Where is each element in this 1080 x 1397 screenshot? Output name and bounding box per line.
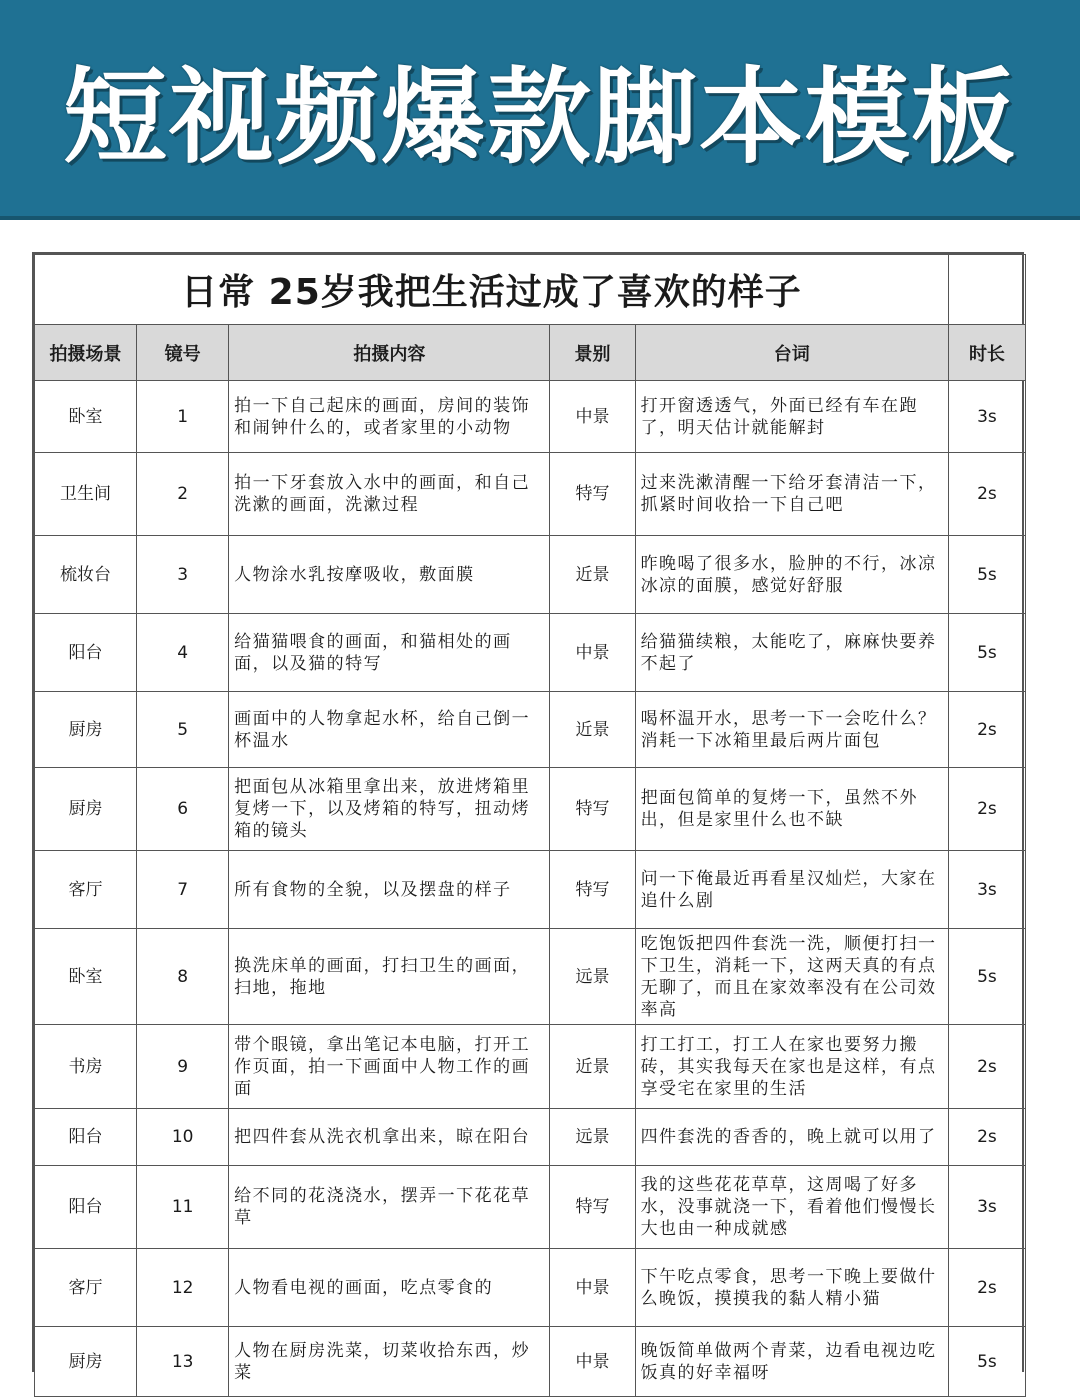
cell-scene: 厨房 bbox=[35, 692, 137, 768]
cell-shot-size: 特写 bbox=[550, 768, 635, 851]
cell-duration: 2s bbox=[948, 1249, 1025, 1327]
cell-shot-size: 中景 bbox=[550, 1249, 635, 1327]
cell-shot-number: 11 bbox=[137, 1166, 229, 1249]
cell-duration: 5s bbox=[948, 536, 1025, 614]
sheet-title-row bbox=[35, 255, 1026, 325]
cell-scene: 客厅 bbox=[35, 851, 137, 929]
cell-shot-number: 4 bbox=[137, 614, 229, 692]
header-lines: 台词 bbox=[635, 325, 948, 381]
cell-content: 画面中的人物拿起水杯，给自己倒一杯温水 bbox=[229, 692, 550, 768]
script-table bbox=[34, 254, 1026, 1397]
header-content: 拍摄内容 bbox=[229, 325, 550, 381]
cell-lines: 打开窗透透气，外面已经有车在跑了，明天估计就能解封 bbox=[635, 381, 948, 453]
cell-content: 把四件套从洗衣机拿出来，晾在阳台 bbox=[229, 1109, 550, 1166]
cell-shot-number: 13 bbox=[137, 1327, 229, 1397]
header-row bbox=[35, 325, 1026, 381]
cell-shot-number: 2 bbox=[137, 453, 229, 536]
cell-content: 人物看电视的画面，吃点零食的 bbox=[229, 1249, 550, 1327]
cell-shot-size: 远景 bbox=[550, 929, 635, 1025]
cell-lines: 把面包简单的复烤一下，虽然不外出，但是家里什么也不缺 bbox=[635, 768, 948, 851]
cell-content: 给猫猫喂食的画面，和猫相处的画面，以及猫的特写 bbox=[229, 614, 550, 692]
cell-duration: 5s bbox=[948, 929, 1025, 1025]
header-duration: 时长 bbox=[948, 325, 1025, 381]
header-scene: 拍摄场景 bbox=[35, 325, 137, 381]
cell-shot-number: 1 bbox=[137, 381, 229, 453]
cell-lines: 打工打工，打工人在家也要努力搬砖，其实我每天在家也是这样，有点享受宅在家里的生活 bbox=[635, 1025, 948, 1109]
table-row bbox=[35, 851, 1026, 929]
cell-duration: 2s bbox=[948, 453, 1025, 536]
table-row bbox=[35, 381, 1026, 453]
table-row bbox=[35, 1249, 1026, 1327]
table-row bbox=[35, 768, 1026, 851]
cell-content: 给不同的花浇浇水，摆弄一下花花草草 bbox=[229, 1166, 550, 1249]
cell-duration: 2s bbox=[948, 768, 1025, 851]
cell-lines: 四件套洗的香香的，晚上就可以用了 bbox=[635, 1109, 948, 1166]
cell-shot-size: 近景 bbox=[550, 692, 635, 768]
cell-shot-number: 3 bbox=[137, 536, 229, 614]
table-row bbox=[35, 1327, 1026, 1397]
table-row bbox=[35, 692, 1026, 768]
cell-shot-size: 近景 bbox=[550, 1025, 635, 1109]
table-row bbox=[35, 453, 1026, 536]
cell-duration: 5s bbox=[948, 614, 1025, 692]
cell-shot-size: 特写 bbox=[550, 453, 635, 536]
cell-shot-number: 6 bbox=[137, 768, 229, 851]
cell-content: 拍一下牙套放入水中的画面，和自己洗漱的画面，洗漱过程 bbox=[229, 453, 550, 536]
banner-title: 短视频爆款脚本模板 bbox=[62, 56, 1017, 178]
cell-shot-number: 10 bbox=[137, 1109, 229, 1166]
cell-shot-size: 中景 bbox=[550, 1327, 635, 1397]
cell-duration: 2s bbox=[948, 1025, 1025, 1109]
cell-shot-size: 近景 bbox=[550, 536, 635, 614]
cell-scene: 厨房 bbox=[35, 768, 137, 851]
cell-lines: 吃饱饭把四件套洗一洗，顺便打扫一下卫生，消耗一下，这两天真的有点无聊了，而且在家效率没有在公司效率高 bbox=[635, 929, 948, 1025]
cell-content: 人物涂水乳按摩吸收，敷面膜 bbox=[229, 536, 550, 614]
cell-content: 人物在厨房洗菜，切菜收拾东西，炒菜 bbox=[229, 1327, 550, 1397]
table-row bbox=[35, 536, 1026, 614]
cell-scene: 阳台 bbox=[35, 1166, 137, 1249]
cell-scene: 阳台 bbox=[35, 1109, 137, 1166]
cell-lines: 我的这些花花草草，这周喝了好多水，没事就浇一下，看着他们慢慢长大也由一种成就感 bbox=[635, 1166, 948, 1249]
table-row bbox=[35, 614, 1026, 692]
cell-scene: 卧室 bbox=[35, 929, 137, 1025]
cell-scene: 阳台 bbox=[35, 614, 137, 692]
table-row bbox=[35, 1025, 1026, 1109]
cell-shot-size: 特写 bbox=[550, 1166, 635, 1249]
header-shot-number: 镜号 bbox=[137, 325, 229, 381]
cell-shot-number: 5 bbox=[137, 692, 229, 768]
cell-scene: 卫生间 bbox=[35, 453, 137, 536]
cell-shot-size: 中景 bbox=[550, 381, 635, 453]
cell-duration: 3s bbox=[948, 851, 1025, 929]
cell-content: 拍一下自己起床的画面，房间的装饰和闹钟什么的，或者家里的小动物 bbox=[229, 381, 550, 453]
cell-shot-size: 中景 bbox=[550, 614, 635, 692]
cell-lines: 给猫猫续粮，太能吃了，麻麻快要养不起了 bbox=[635, 614, 948, 692]
cell-shot-number: 9 bbox=[137, 1025, 229, 1109]
script-sheet bbox=[32, 252, 1024, 1383]
sheet-title: 日常 25岁我把生活过成了喜欢的样子 bbox=[181, 272, 802, 313]
banner bbox=[0, 0, 1080, 220]
cell-lines: 下午吃点零食，思考一下晚上要做什么晚饭，摸摸我的黏人精小猫 bbox=[635, 1249, 948, 1327]
cell-shot-size: 特写 bbox=[550, 851, 635, 929]
cell-shot-number: 12 bbox=[137, 1249, 229, 1327]
cell-lines: 问一下俺最近再看星汉灿烂，大家在追什么剧 bbox=[635, 851, 948, 929]
cell-content: 换洗床单的画面，打扫卫生的画面，扫地，拖地 bbox=[229, 929, 550, 1025]
cell-shot-number: 8 bbox=[137, 929, 229, 1025]
cell-duration: 2s bbox=[948, 692, 1025, 768]
table-row bbox=[35, 929, 1026, 1025]
title-blank-cell bbox=[948, 255, 1025, 325]
cell-content: 带个眼镜，拿出笔记本电脑，打开工作页面，拍一下画面中人物工作的画面 bbox=[229, 1025, 550, 1109]
cell-scene: 厨房 bbox=[35, 1327, 137, 1397]
table-row bbox=[35, 1166, 1026, 1249]
cell-content: 所有食物的全貌，以及摆盘的样子 bbox=[229, 851, 550, 929]
cell-shot-size: 远景 bbox=[550, 1109, 635, 1166]
cell-lines: 过来洗漱清醒一下给牙套清洁一下，抓紧时间收拾一下自己吧 bbox=[635, 453, 948, 536]
cell-duration: 5s bbox=[948, 1327, 1025, 1397]
cell-duration: 2s bbox=[948, 1109, 1025, 1166]
cell-scene: 卧室 bbox=[35, 381, 137, 453]
cell-content: 把面包从冰箱里拿出来，放进烤箱里复烤一下，以及烤箱的特写，扭动烤箱的镜头 bbox=[229, 768, 550, 851]
cell-duration: 3s bbox=[948, 1166, 1025, 1249]
cell-scene: 客厅 bbox=[35, 1249, 137, 1327]
cell-lines: 晚饭简单做两个青菜，边看电视边吃饭真的好幸福呀 bbox=[635, 1327, 948, 1397]
table-row bbox=[35, 1109, 1026, 1166]
cell-scene: 梳妆台 bbox=[35, 536, 137, 614]
cell-lines: 喝杯温开水，思考一下一会吃什么？消耗一下冰箱里最后两片面包 bbox=[635, 692, 948, 768]
cell-shot-number: 7 bbox=[137, 851, 229, 929]
cell-scene: 书房 bbox=[35, 1025, 137, 1109]
header-shot-size: 景别 bbox=[550, 325, 635, 381]
cell-duration: 3s bbox=[948, 381, 1025, 453]
cell-lines: 昨晚喝了很多水，脸肿的不行，冰凉冰凉的面膜，感觉好舒服 bbox=[635, 536, 948, 614]
